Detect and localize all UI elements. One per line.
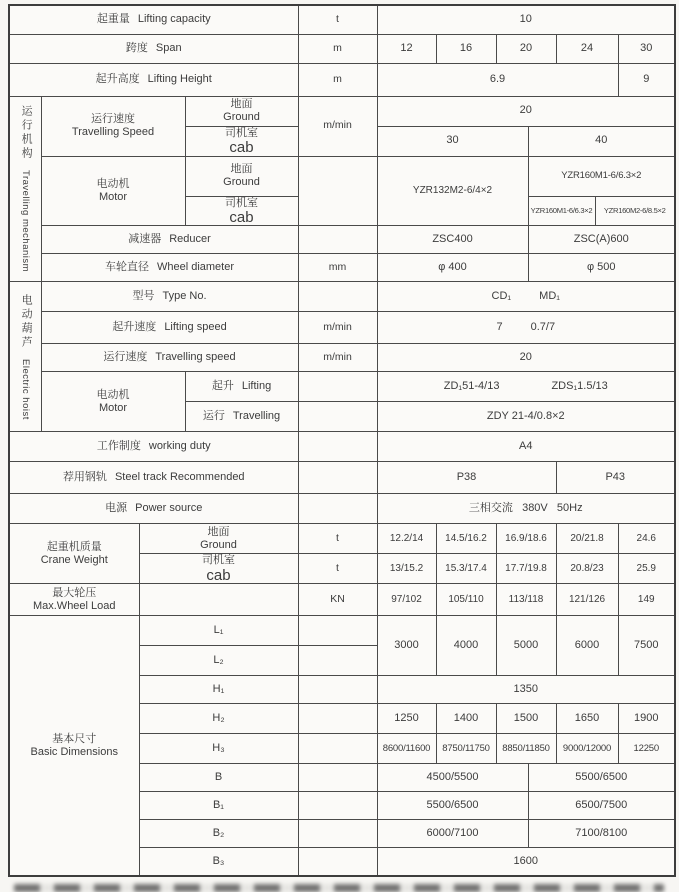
sublabel-zh: 司机室 — [202, 554, 235, 567]
label-zh: 型号 — [132, 290, 155, 303]
sublabel-zh: 地面 — [230, 162, 253, 175]
row-hoist-lifting-speed — [9, 312, 675, 344]
hoist-motor-lifting-unit — [298, 372, 377, 402]
sublabel-zh: 地面 — [207, 525, 230, 538]
max-wheel-load-value: 97/102 — [377, 584, 436, 616]
sublabel-en: Lifting — [241, 380, 272, 393]
working-duty-label — [9, 432, 298, 462]
max-wheel-load-value: 149 — [618, 584, 675, 616]
hoist-motor-travelling-sublabel — [185, 402, 298, 432]
lifting-capacity-unit: t — [298, 5, 377, 34]
dim-l-value: 5000 — [496, 616, 556, 676]
dim-h2-value: 1250 — [377, 704, 436, 734]
span-value: 24 — [556, 34, 618, 63]
label-zh: 电动机 — [96, 388, 130, 401]
power-source-label — [9, 494, 298, 524]
steel-track-label — [9, 462, 298, 494]
label-zh: 电源 — [105, 502, 128, 515]
travel-motor-cab-sublabel — [185, 196, 298, 226]
dim-l-value: 4000 — [436, 616, 496, 676]
sublabel-zh: 司机室 — [225, 196, 258, 209]
dim-l1-sublabel: L₁ — [139, 616, 298, 646]
row-wheel-diameter — [9, 254, 675, 282]
dim-h3-value: 9000/12000 — [556, 734, 618, 764]
label-en: working duty — [148, 440, 211, 453]
hoist-travelling-speed-value: 20 — [377, 344, 675, 372]
label-zh: 运行速度 — [91, 112, 135, 125]
row-lifting-capacity — [9, 5, 675, 34]
hoist-type-cd: CD₁ — [491, 290, 512, 303]
dim-l-value: 6000 — [556, 616, 618, 676]
dim-b-value-left: 4500/5500 — [377, 764, 528, 792]
label-en: Travelling Speed — [71, 126, 155, 138]
sublabel-zh: 运行 — [202, 410, 225, 423]
row-travelling-speed-ground — [9, 96, 675, 126]
travelling-speed-cab-value-left: 30 — [377, 126, 528, 156]
label-en: Reducer — [169, 233, 211, 246]
span-value: 30 — [618, 34, 675, 63]
basic-dimensions-label — [9, 616, 139, 876]
sublabel-zh: 起升 — [211, 380, 234, 393]
hoist-motor-lifting-v2: ZDS₁1.5/13 — [551, 380, 608, 393]
label-zh: 荐用钢轨 — [62, 471, 107, 484]
sublabel-en: cab — [206, 566, 231, 584]
label-zh: 起重量 — [96, 12, 130, 25]
row-power-source — [9, 494, 675, 524]
travelling-speed-label — [41, 96, 185, 156]
group-label-en: Travelling mechanism — [20, 170, 32, 273]
lifting-height-unit: m — [298, 63, 377, 96]
dim-h3-value: 12250 — [618, 734, 675, 764]
crane-weight-ground-value: 14.5/16.2 — [436, 524, 496, 554]
reducer-unit — [298, 226, 377, 254]
hoist-lifting-speed-v2: 0.7/7 — [530, 321, 556, 334]
label-zh: 工作制度 — [96, 440, 141, 453]
travel-motor-unit — [298, 156, 377, 226]
travelling-speed-ground-sublabel — [185, 96, 298, 126]
dim-l-value: 7500 — [618, 616, 675, 676]
dim-b1-value-left: 5500/6500 — [377, 792, 528, 820]
dim-h1-sublabel: H₁ — [139, 676, 298, 704]
row-travel-motor-ground — [9, 156, 675, 196]
crane-weight-cab-unit: t — [298, 554, 377, 584]
hoist-motor-travelling-value: ZDY 21-4/0.8×2 — [377, 402, 675, 432]
label-en: Lifting Height — [147, 72, 212, 85]
crane-weight-cab-value: 20.8/23 — [556, 554, 618, 584]
sublabel-en: cab — [229, 208, 254, 226]
travelling-speed-cab-value-right: 40 — [528, 126, 675, 156]
sublabel-en: Travelling — [232, 410, 281, 423]
row-lifting-height — [9, 63, 675, 96]
hoist-travelling-speed-label — [41, 344, 298, 372]
hoist-motor-lifting-v1: ZD₁51-4/13 — [443, 380, 500, 393]
label-en: Lifting speed — [164, 321, 227, 334]
sublabel-en: Ground — [223, 111, 260, 123]
lifting-height-value-main: 6.9 — [377, 63, 618, 96]
lifting-height-value-span30: 9 — [618, 63, 675, 96]
working-duty-unit — [298, 432, 377, 462]
hoist-lifting-speed-unit: m/min — [298, 312, 377, 344]
dim-l2-unit — [298, 646, 377, 676]
label-en: Basic Dimensions — [30, 745, 118, 758]
row-steel-track — [9, 462, 675, 494]
hoist-type-unit — [298, 282, 377, 312]
crane-weight-ground-value: 12.2/14 — [377, 524, 436, 554]
hoist-type-md: MD₁ — [539, 290, 560, 303]
crane-weight-ground-value: 24.6 — [618, 524, 675, 554]
sublabel-en: Ground — [200, 538, 237, 551]
label-en: Motor — [98, 190, 128, 203]
dim-b1-unit — [298, 792, 377, 820]
hoist-motor-lifting-value — [377, 372, 675, 402]
crane-weight-ground-value: 16.9/18.6 — [496, 524, 556, 554]
wheel-diameter-value-left: φ 400 — [377, 254, 528, 282]
label-zh: 起升高度 — [95, 72, 140, 85]
label-zh: 起升速度 — [112, 321, 157, 334]
label-zh: 运行速度 — [103, 351, 148, 364]
dim-h2-value: 1900 — [618, 704, 675, 734]
span-value: 16 — [436, 34, 496, 63]
lifting-height-label — [9, 63, 298, 96]
dim-h3-value: 8600/11600 — [377, 734, 436, 764]
wheel-diameter-label — [41, 254, 298, 282]
crane-weight-cab-value: 17.7/19.8 — [496, 554, 556, 584]
label-zh: 电动机 — [96, 177, 130, 190]
label-zh: 减速器 — [128, 233, 162, 246]
reducer-label — [41, 226, 298, 254]
dim-b3-sublabel: B₃ — [139, 848, 298, 876]
dim-b1-sublabel: B₁ — [139, 792, 298, 820]
travel-motor-ground-right-value: YZR160M1-6/6.3×2 — [528, 156, 675, 196]
group-label-en: Electric hoist — [20, 359, 32, 420]
sublabel-zh: 司机室 — [225, 126, 258, 139]
steel-track-value-left: P38 — [377, 462, 556, 494]
label-en: Lifting capacity — [137, 12, 211, 25]
lifting-capacity-value: 10 — [377, 5, 675, 34]
hoist-travelling-speed-unit: m/min — [298, 344, 377, 372]
hoist-motor-lifting-sublabel — [185, 372, 298, 402]
group-label-zh: 电动葫芦 — [20, 294, 33, 350]
label-zh: 跨度 — [125, 41, 148, 54]
travel-motor-cab-right-value-2: YZR160M2-6/8.5×2 — [595, 196, 675, 226]
dim-h2-sublabel: H₂ — [139, 704, 298, 734]
row-working-duty — [9, 432, 675, 462]
label-en: Max.Wheel Load — [32, 599, 116, 612]
dim-h2-value: 1500 — [496, 704, 556, 734]
hoist-lifting-speed-label — [41, 312, 298, 344]
label-en: Wheel diameter — [156, 261, 235, 274]
span-unit: m — [298, 34, 377, 63]
max-wheel-load-label — [9, 584, 139, 616]
dim-l-value: 3000 — [377, 616, 436, 676]
label-en: Crane Weight — [40, 553, 108, 566]
dim-b3-value: 1600 — [377, 848, 675, 876]
span-label — [9, 34, 298, 63]
label-zh: 最大轮压 — [52, 586, 97, 599]
steel-track-value-right: P43 — [556, 462, 675, 494]
crane-weight-label — [9, 524, 139, 584]
max-wheel-load-value: 105/110 — [436, 584, 496, 616]
travelling-speed-unit: m/min — [298, 96, 377, 156]
row-crane-weight-ground — [9, 524, 675, 554]
wheel-diameter-unit: mm — [298, 254, 377, 282]
dim-h2-value: 1650 — [556, 704, 618, 734]
dim-l2-sublabel: L₂ — [139, 646, 298, 676]
crane-weight-ground-sublabel — [139, 524, 298, 554]
row-reducer — [9, 226, 675, 254]
dim-b3-unit — [298, 848, 377, 876]
wheel-diameter-value-right: φ 500 — [528, 254, 675, 282]
group-travelling-mechanism — [9, 96, 41, 282]
dim-b2-sublabel: B₂ — [139, 820, 298, 848]
crane-weight-cab-value: 15.3/17.4 — [436, 554, 496, 584]
group-label-zh: 运行机构 — [20, 105, 33, 162]
power-source-unit — [298, 494, 377, 524]
dim-h3-sublabel: H₃ — [139, 734, 298, 764]
label-en: Type No. — [162, 290, 207, 303]
travel-motor-ground-sublabel — [185, 156, 298, 196]
dim-b2-unit — [298, 820, 377, 848]
dim-h3-value: 8750/11750 — [436, 734, 496, 764]
travelling-speed-cab-sublabel — [185, 126, 298, 156]
span-value: 20 — [496, 34, 556, 63]
row-hoist-type — [9, 282, 675, 312]
travelling-speed-ground-value: 20 — [377, 96, 675, 126]
travel-motor-cab-right-value-1: YZR160M1-6/6.3×2 — [528, 196, 595, 226]
crane-spec-table — [8, 4, 676, 877]
crane-weight-cab-value: 13/15.2 — [377, 554, 436, 584]
label-en: Power source — [135, 502, 203, 515]
hoist-motor-label — [41, 372, 185, 432]
label-en: Motor — [98, 401, 128, 414]
row-hoist-motor-lifting — [9, 372, 675, 402]
dim-b2-value-right: 7100/8100 — [528, 820, 675, 848]
hoist-type-value — [377, 282, 675, 312]
row-hoist-travelling-speed — [9, 344, 675, 372]
dim-h3-value: 8850/11850 — [496, 734, 556, 764]
reducer-value-left: ZSC400 — [377, 226, 528, 254]
sublabel-en: Ground — [223, 176, 260, 188]
crane-weight-cab-value: 25.9 — [618, 554, 675, 584]
dim-h2-unit — [298, 704, 377, 734]
max-wheel-load-value: 113/118 — [496, 584, 556, 616]
dim-b1-value-right: 6500/7500 — [528, 792, 675, 820]
working-duty-value: A4 — [377, 432, 675, 462]
row-dim-l1 — [9, 616, 675, 646]
dim-h3-unit — [298, 734, 377, 764]
hoist-lifting-speed-value — [377, 312, 675, 344]
label-zh: 基本尺寸 — [52, 732, 97, 745]
max-wheel-load-empty — [139, 584, 298, 616]
reducer-value-right: ZSC(A)600 — [528, 226, 675, 254]
dim-b-unit — [298, 764, 377, 792]
sublabel-zh: 地面 — [230, 97, 253, 110]
dim-b-sublabel: B — [139, 764, 298, 792]
span-value: 12 — [377, 34, 436, 63]
row-span — [9, 34, 675, 63]
steel-track-unit — [298, 462, 377, 494]
label-en: Span — [155, 41, 182, 54]
dim-h1-value: 1350 — [377, 676, 675, 704]
label-zh: 起重机质量 — [46, 540, 102, 553]
dim-l1-unit — [298, 616, 377, 646]
power-source-value: 三相交流 380V 50Hz — [377, 494, 675, 524]
sublabel-en: cab — [229, 138, 254, 156]
dim-b-value-right: 5500/6500 — [528, 764, 675, 792]
dim-h2-value: 1400 — [436, 704, 496, 734]
hoist-motor-travelling-unit — [298, 402, 377, 432]
max-wheel-load-value: 121/126 — [556, 584, 618, 616]
group-electric-hoist — [9, 282, 41, 432]
lifting-capacity-label — [9, 5, 298, 34]
dim-b2-value-left: 6000/7100 — [377, 820, 528, 848]
row-max-wheel-load — [9, 584, 675, 616]
dim-h1-unit — [298, 676, 377, 704]
max-wheel-load-unit: KN — [298, 584, 377, 616]
crane-weight-ground-unit: t — [298, 524, 377, 554]
hoist-type-label — [41, 282, 298, 312]
crane-weight-cab-sublabel — [139, 554, 298, 584]
scan-cutoff-text-artifact — [14, 884, 664, 892]
hoist-lifting-speed-v1: 7 — [496, 321, 503, 334]
label-en: Travelling speed — [155, 351, 236, 364]
label-zh: 车轮直径 — [104, 261, 149, 274]
travel-motor-label — [41, 156, 185, 226]
label-en: Steel track Recommended — [114, 471, 245, 484]
travel-motor-value-left: YZR132M2-6/4×2 — [377, 156, 528, 226]
crane-weight-ground-value: 20/21.8 — [556, 524, 618, 554]
